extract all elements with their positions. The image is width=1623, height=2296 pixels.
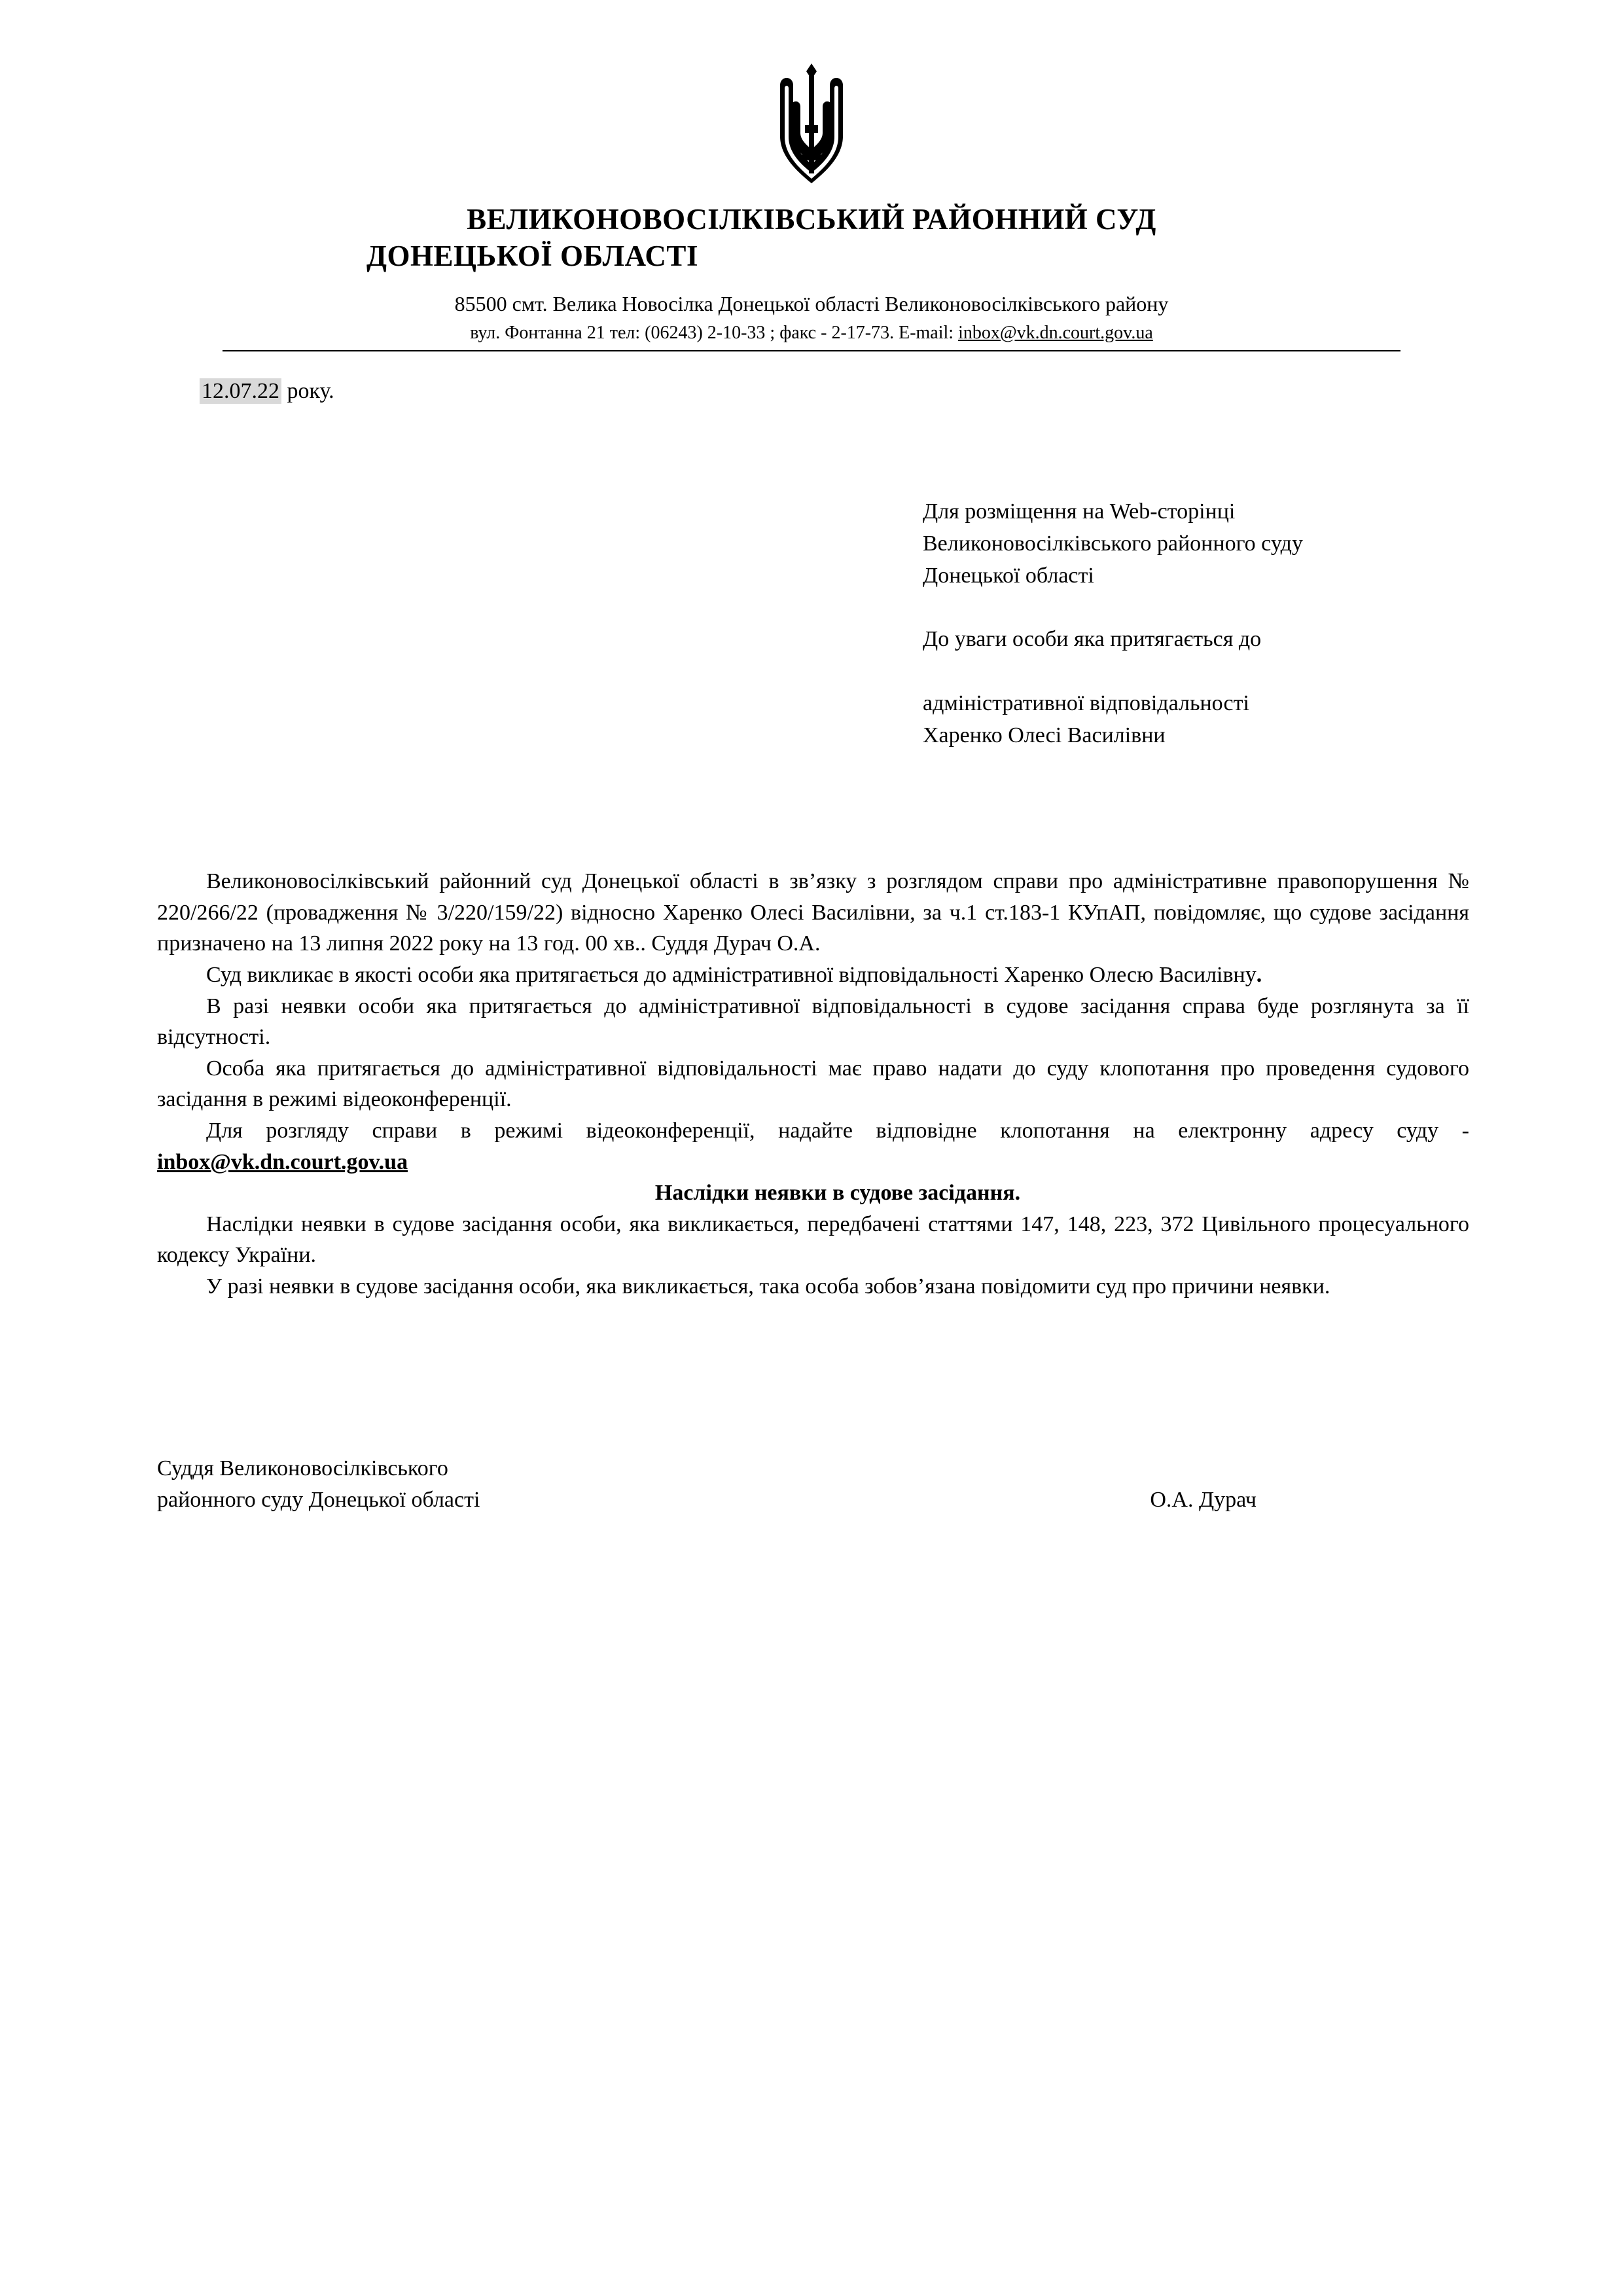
addressee-block — [923, 495, 1472, 752]
addressee-line-5: адміністративної відповідальності — [923, 691, 1249, 715]
addressee-line-4: До уваги особи яка притягається до — [923, 627, 1262, 652]
org-title-line2: ДОНЕЦЬКОЇ ОБЛАСТІ — [366, 240, 698, 273]
court-email-link[interactable]: inbox@vk.dn.court.gov.ua — [157, 1149, 408, 1174]
body-paragraph-1: Великоновосілківський районний суд Донецької області в зв’язку з розглядом справи про адміністративне правопорушення № 220/266/22 (провадження № 3/220/159/22) відносно Харенко Олесі Василівни, за ч.1 ст.183-1 КУпАП, повідомляє, що судове засідання призначено на 13 липня 2022 року на 13 год. 00 хв.. Суддя Дурач О.А. — [157, 869, 1469, 956]
body-paragraph-7: У разі неявки в судове засідання особи, яка викликається, така особа зобов’язана повідомити суд про причини неявки. — [206, 1274, 1330, 1299]
addressee-line-6: Харенко Олесі Василівни — [923, 723, 1166, 747]
date-value: 12.07.22 — [200, 378, 281, 404]
document-date — [151, 379, 1472, 404]
addressee-spacer-2 — [923, 656, 1472, 687]
addressee-line-1: Для розміщення на Web-сторінці — [923, 499, 1236, 524]
addressee-line-3: Донецької області — [923, 564, 1094, 588]
body-heading: Наслідки неявки в судове засідання. — [654, 1181, 1021, 1206]
body-paragraph-2 — [157, 960, 1469, 991]
header-divider — [223, 350, 1400, 351]
signature-line-2: районного суду Донецької області — [157, 1487, 480, 1512]
signature-line-1: Суддя Великоновосілківського — [157, 1456, 448, 1480]
address-phone-fax: вул. Фонтанна 21 тел: (06243) 2-10-33 ; факс - 2-17-73. E-mail: — [470, 322, 959, 343]
address-line-1: 85500 смт. Велика Новосілка Донецької області Великоновосілківського району — [454, 291, 1169, 315]
body-paragraph-6: Наслідки неявки в судове засідання особи, яка викликається, передбачені статтями 147, 148, 223, 372 Цивільного процесуального кодексу України. — [157, 1211, 1469, 1268]
body-paragraph-5 — [157, 1115, 1469, 1177]
signature-name: О.А. Дурач — [1150, 1487, 1257, 1512]
date-suffix: року. — [281, 378, 334, 403]
body-paragraph-2-text: Суд викликає в якості особи яка притягається до адміністративної відповідальності Харенко Олесю Василівну — [206, 963, 1257, 988]
body-paragraph-3: В разі неявки особи яка притягається до адміністративної відповідальності в судове засідання справа буде розглянута за її відсутності. — [157, 994, 1469, 1050]
address-line-2 — [151, 323, 1472, 344]
body-paragraph-4: Особа яка притягається до адміністративної відповідальності має право надати до суду клопотання про проведення судового засідання в режимі відеоконференції. — [157, 1056, 1469, 1112]
document-body — [151, 866, 1472, 1302]
addressee-spacer — [923, 592, 1472, 623]
body-paragraph-5-text: Для розгляду справи в режимі відеоконференції, надайте відповідне клопотання на електронну адресу суду - — [206, 1119, 1469, 1143]
header-email-link[interactable]: inbox@vk.dn.court.gov.ua — [958, 322, 1153, 343]
signature-block — [151, 1453, 1472, 1516]
body-paragraph-2-bold: . — [1256, 963, 1262, 988]
emblem-container — [151, 0, 1472, 187]
org-title-line1: ВЕЛИКОНОВОСІЛКІВСЬКИЙ РАЙОННИЙ СУД — [467, 203, 1156, 236]
addressee-line-2: Великоновосілківського районного суду — [923, 531, 1303, 556]
ukraine-trident-emblem — [776, 62, 847, 187]
org-title — [151, 201, 1472, 275]
